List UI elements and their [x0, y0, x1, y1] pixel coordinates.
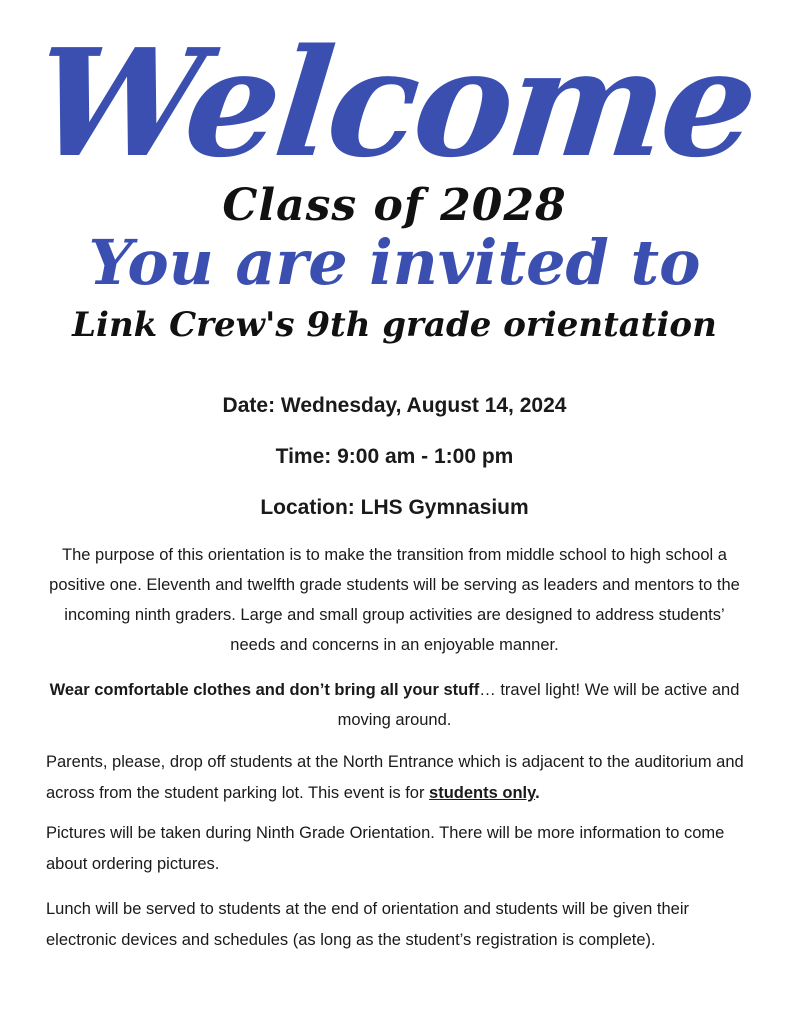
parents-end: . [535, 784, 540, 802]
wear-paragraph [40, 675, 749, 735]
parents-text: Parents, please, drop off students at the North Entrance which is adjacent to the auditorium and across from the student parking lot. This event is for [46, 753, 744, 802]
purpose-paragraph: The purpose of this orientation is to make the transition from middle school to high school a positive one. Eleventh and twelfth grade students will be serving as leaders and mentors to the incoming ninth graders. Large and small group activities are designed to address students’ needs and concerns in an enjoyable manner. [49, 546, 740, 654]
wear-bold-text: Wear comfortable clothes and don’t bring all your stuff [49, 681, 480, 699]
event-date: Date: Wednesday, August 14, 2024 [222, 394, 567, 417]
event-location: Location: LHS Gymnasium [260, 496, 529, 519]
lunch-paragraph: Lunch will be served to students at the end of orientation and students will be given their electronic devices and schedules (as long as the student’s registration is complete). [46, 900, 689, 949]
parents-paragraph [46, 747, 751, 809]
class-of-title: Class of 2028 [222, 180, 567, 231]
wear-rest-text: … travel light! We will be active and moving around. [337, 681, 740, 729]
event-time: Time: 9:00 am - 1:00 pm [275, 445, 514, 468]
pictures-paragraph: Pictures will be taken during Ninth Grade Orientation. There will be more information to come about ordering pictures. [46, 824, 725, 873]
students-only-emphasis: students only [429, 784, 536, 802]
invited-title: You are invited to [88, 226, 701, 299]
header-graphic [0, 0, 789, 370]
event-name-title: Link Crew's 9th grade orientation [72, 305, 717, 345]
welcome-title: Welcome [27, 16, 762, 190]
